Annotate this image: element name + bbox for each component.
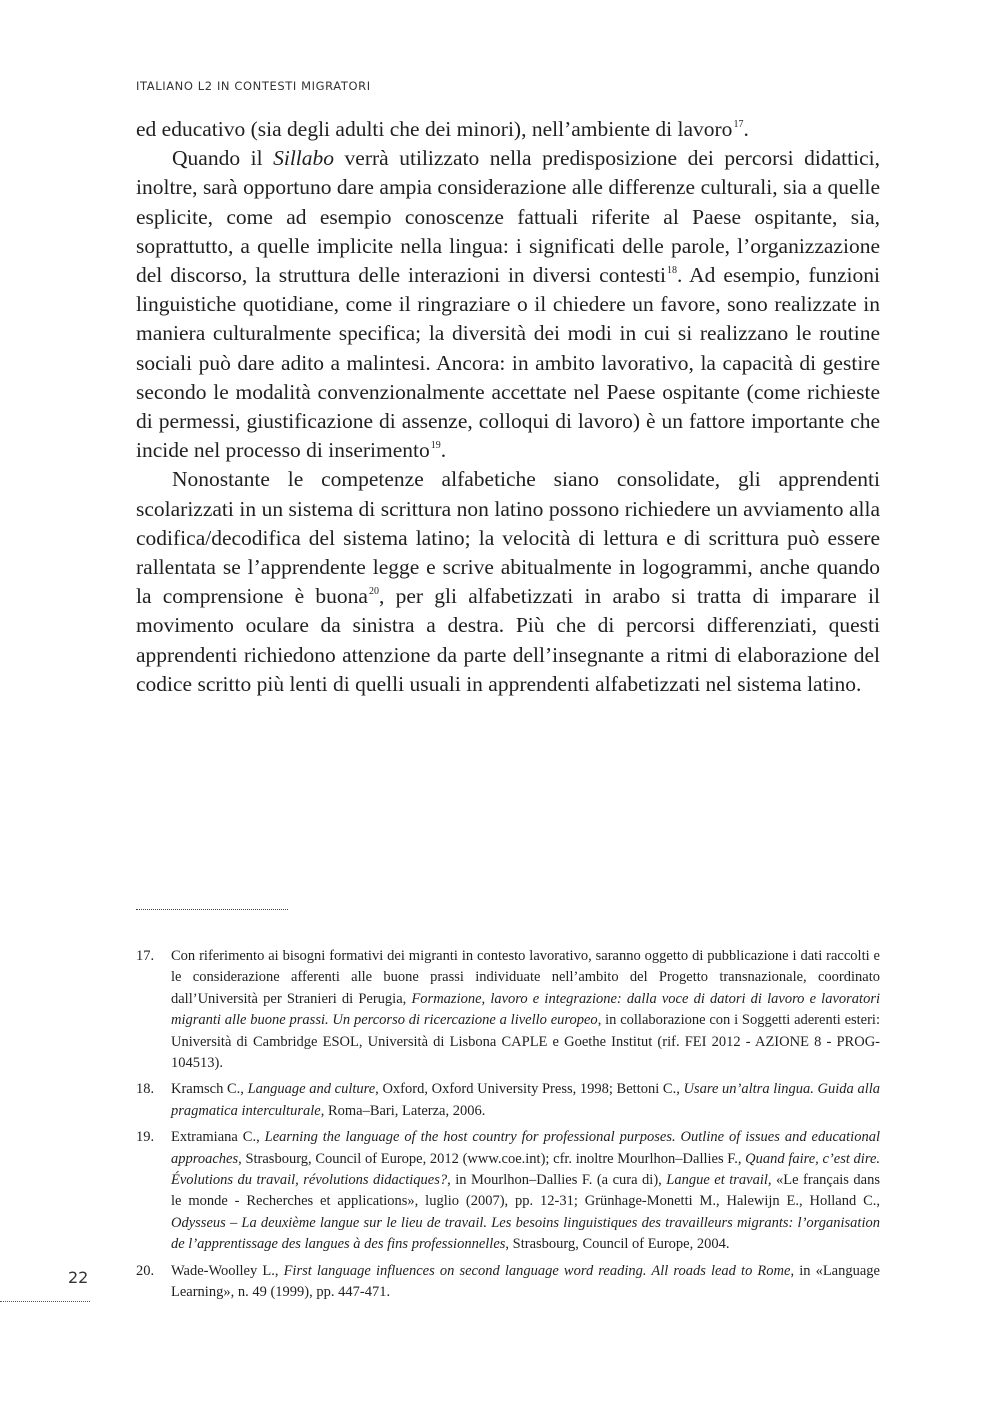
paragraph-1-end: . [743, 117, 749, 141]
paragraph-1-text: ed educativo (sia degli adulti che dei minori), nell’ambiente di lavoro [136, 117, 733, 141]
footnote-separator [136, 909, 288, 910]
paragraph-2 [136, 144, 880, 465]
page-number: 22 [68, 1268, 89, 1287]
footnote-19-title-1: Learning the language of the host country for professional purposes. Outline of issues and educational approaches [171, 1129, 880, 1167]
footnote-18-a: Kramsch C., [171, 1081, 248, 1098]
footnote-20-title: First language influences on second language word reading. All roads lead to Rome [283, 1262, 791, 1279]
footnote-17 [136, 946, 880, 1074]
footnote-17-b: , in collaborazione con i Soggetti aderenti esteri: Università di Cambridge ESOL, Università di Lisbona CAPLE e Goethe Institut (rif. FEI 2012 - AZIONE 8 - PROG-104513). [171, 1012, 880, 1072]
paragraph-2-text-c: . Ad esempio, funzioni linguistiche quotidiane, come il ringraziare o il chiedere un favore, sono realizzate in maniera culturalmente specifica; la diversità dei modi in cui si realizzano le routine sociali può dare adito a malintesi. Ancora: in ambito lavorativo, la capacità di gestire secondo le modalità convenzionalmente accettate nel Paese ospitante (come richieste di permessi, giustificazione di assenze, colloqui di lavoro) è un fattore importante che incide nel processo di inserimento [136, 263, 881, 463]
footnote-18-c: , Roma–Bari, Laterza, 2006. [320, 1102, 486, 1119]
footnote-ref-20: 20 [368, 586, 379, 598]
paragraph-1 [136, 115, 880, 144]
footnote-number: 17. [136, 948, 155, 964]
footnote-19-c: , in Mourlhon–Dallies F. (a cura di), [447, 1172, 667, 1189]
page-number-rule [0, 1301, 90, 1302]
footnotes [136, 946, 880, 1309]
footnote-19-title-4: Odysseus – La deuxième langue sur le lieu de travail. Les besoins linguistiques des travailleurs migrants: l’organisation de l’apprentissage des langues à des fins professionnelles [171, 1214, 880, 1253]
footnote-19-title-2: Quand faire, c’est dire. Évolutions du travail, révolutions didactiques? [171, 1150, 880, 1189]
footnote-19-a: Extramiana C., [171, 1129, 265, 1146]
main-text [136, 115, 880, 699]
footnote-ref-19: 19 [430, 440, 441, 452]
paragraph-3-text-b: , per gli alfabetizzati in arabo si tratta di imparare il movimento oculare da sinistra a destra. Più che di percorsi differenziati, questi apprendenti richiedono attenzione da parte dell’insegnante a ritmi di elaborazione del codice scritto più lenti di quelli usuali in apprendenti alfabetizzati nel sistema latino. [136, 584, 881, 696]
footnote-18-b: , Oxford, Oxford University Press, 1998; Bettoni C., [375, 1081, 684, 1098]
footnote-number: 20. [136, 1262, 155, 1279]
paragraph-2-text-b: verrà utilizzato nella predisposizione dei percorsi didattici, inoltre, sarà opportuno dare ampia considerazione alle differenze culturali, sia a quelle esplicite, come ad esempio conoscenze fattuali riferite al Paese ospitante, sia, soprattutto, a quelle implicite nella lingua: i significati delle parole, l’organizzazione del discorso, la struttura delle interazioni in diversi contesti [136, 146, 880, 288]
footnote-ref-17: 17 [733, 119, 744, 130]
footnote-17-a: Con riferimento ai bisogni formativi dei migranti in contesto lavorativo, saranno oggetto di pubblicazione i dati raccolti e le considerazione afferenti alle buone prassi individuate nell’ambito del Progetto transnazionale, coordinato dall’Università per Stranieri di Perugia, [171, 948, 880, 1007]
footnote-number: 18. [136, 1081, 155, 1098]
footnote-20 [136, 1261, 880, 1304]
footnote-text [171, 1261, 880, 1304]
footnote-19 [136, 1127, 880, 1255]
footnote-18-title-2: Usare un’altra lingua. Guida alla pragmatica interculturale [171, 1081, 881, 1119]
paragraph-3 [136, 465, 880, 699]
footnote-19-e: , Strasbourg, Council of Europe, 2004. [505, 1236, 730, 1253]
footnote-19-title-3: Langue et travail, [666, 1172, 772, 1189]
footnote-19-b: , Strasbourg, Council of Europe, 2012 (www.coe.int); cfr. inoltre Mourlhon–Dallies F., [238, 1150, 746, 1167]
footnote-19-d: «Le français dans le monde - Recherches et applications», luglio (2007), pp. 12-31; Grünhage-Monetti M., Halewijn E., Holland C., [171, 1172, 880, 1210]
footnote-text [171, 1079, 880, 1122]
footnote-18-title-1: Language and culture [247, 1081, 376, 1098]
footnote-18 [136, 1079, 880, 1122]
footnote-20-b: , in «Language Learning», n. 49 (1999), pp. 447-471. [171, 1262, 880, 1301]
footnote-20-a: Wade-Woolley L., [171, 1262, 284, 1279]
paragraph-2-end: . [440, 438, 447, 463]
footnote-number: 19. [136, 1129, 155, 1146]
footnote-ref-18: 18 [666, 265, 677, 277]
paragraph-3-text-a: Nonostante le competenze alfabetiche siano consolidate, gli apprendenti scolarizzati in un sistema di scrittura non latino possono richiedere un avviamento alla codifica/decodifica del sistema latino; la velocità di lettura e di scrittura può essere rallentata se l’apprendente legge e scrive abitualmente in logogrammi, anche quando la comprensione è buona [136, 467, 880, 609]
paragraph-2-text-a: Quando il [172, 146, 274, 171]
footnote-text [171, 946, 880, 1074]
footnote-17-title: Formazione, lavoro e integrazione: dalla voce di datori di lavoro e lavoratori migranti alle buone prassi. Un percorso di ricercazione a livello europeo [171, 990, 880, 1029]
sillabo-italic: Sillabo [273, 146, 335, 171]
footnote-text [171, 1127, 880, 1255]
running-header: ITALIANO L2 IN CONTESTI MIGRATORI [136, 79, 371, 93]
